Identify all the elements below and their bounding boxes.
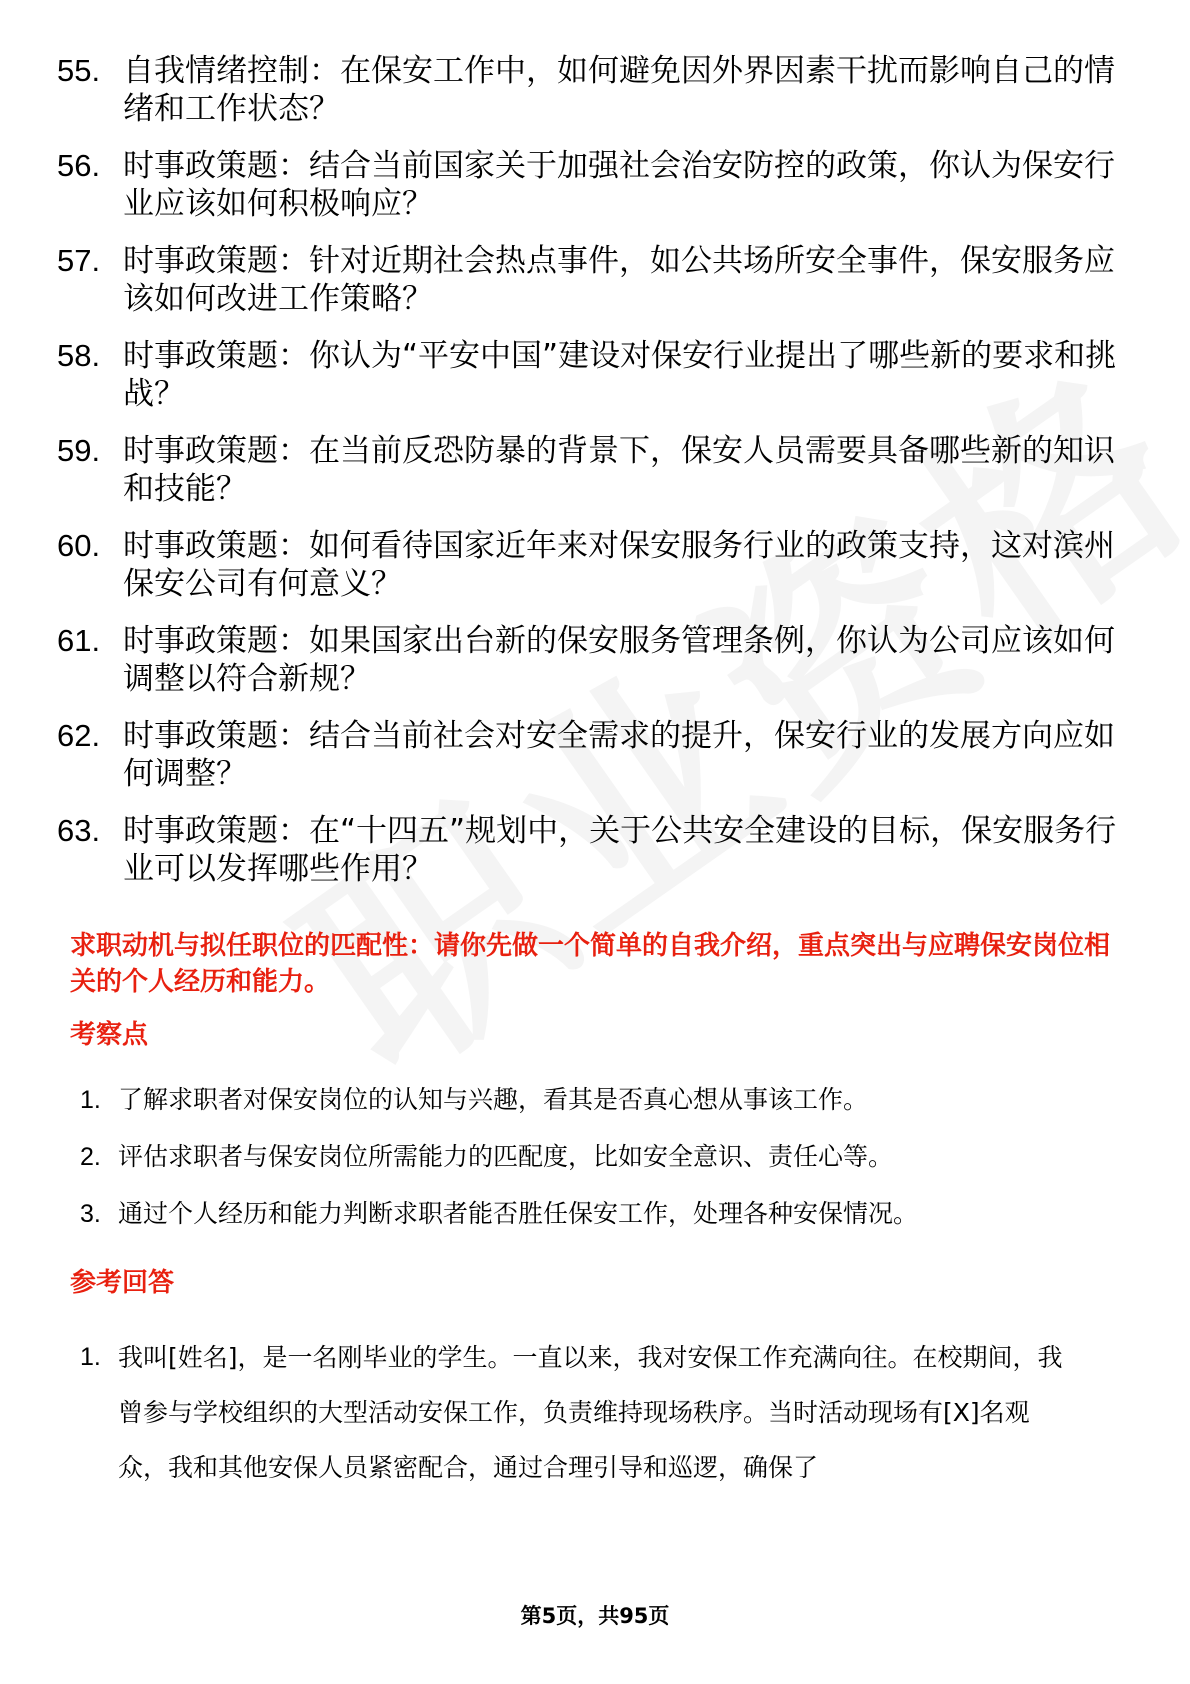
question-number: 57. (57, 243, 101, 278)
question-item (57, 622, 1137, 698)
point-number: 2. (80, 1143, 101, 1171)
answer-title: 参考回答 (70, 1268, 175, 1298)
answer-number: 1. (80, 1343, 101, 1371)
point-text: 评估求职者与保安岗位所需能力的匹配度，比如安全意识、责任心等。 (118, 1142, 894, 1171)
question-list (57, 52, 1137, 907)
point-number: 1. (80, 1086, 101, 1114)
question-number: 58. (57, 338, 101, 373)
question-number: 55. (57, 53, 101, 88)
answer-text: 我叫[姓名]，是一名刚毕业的学生。一直以来，我对安保工作充满向往。在校期间，我曾参与学校组织的大型活动安保工作，负责维持现场秩序。当时活动现场有[X]名观众，我和其他安保人员紧密配合，通过合理引导和巡逻，确保了 (118, 1343, 1063, 1482)
point-item (80, 1139, 1130, 1175)
answer-list (80, 1330, 1130, 1495)
question-text: 时事政策题：在“十四五”规划中，关于公共安全建设的目标，保安服务行业可以发挥哪些作用？ (123, 813, 1117, 887)
point-text: 了解求职者对保安岗位的认知与兴趣，看其是否真心想从事该工作。 (118, 1085, 869, 1114)
question-item (57, 432, 1137, 508)
question-text: 时事政策题：如何看待国家近年来对保安服务行业的政策支持，这对滨州保安公司有何意义？ (123, 528, 1115, 602)
question-number: 62. (57, 718, 101, 753)
question-text: 时事政策题：针对近期社会热点事件，如公共场所安全事件，保安服务应该如何改进工作策略？ (123, 243, 1115, 317)
question-number: 63. (57, 813, 101, 848)
question-text: 时事政策题：结合当前国家关于加强社会治安防控的政策，你认为保安行业应该如何积极响应？ (123, 148, 1115, 222)
points-title: 考察点 (70, 1020, 149, 1050)
question-number: 56. (57, 148, 101, 183)
question-item (57, 337, 1137, 413)
question-text: 时事政策题：在当前反恐防暴的背景下，保安人员需要具备哪些新的知识和技能？ (123, 433, 1115, 507)
points-list (80, 1082, 1130, 1253)
point-number: 3. (80, 1200, 101, 1228)
point-text: 通过个人经历和能力判断求职者能否胜任保安工作，处理各种安保情况。 (118, 1199, 919, 1228)
question-number: 61. (57, 623, 101, 658)
question-item (57, 527, 1137, 603)
question-text: 时事政策题：结合当前社会对安全需求的提升，保安行业的发展方向应如何调整？ (123, 718, 1115, 792)
page-footer: 第5页，共95页 (520, 1604, 670, 1628)
point-item (80, 1082, 1130, 1118)
question-text: 时事政策题：你认为“平安中国”建设对保安行业提出了哪些新的要求和挑战？ (123, 338, 1117, 412)
point-item (80, 1196, 1130, 1232)
question-text: 时事政策题：如果国家出台新的保安服务管理条例，你认为公司应该如何调整以符合新规？ (123, 623, 1115, 697)
question-text: 自我情绪控制：在保安工作中，如何避免因外界因素干扰而影响自己的情绪和工作状态？ (123, 53, 1115, 127)
question-item (57, 812, 1137, 888)
question-item (57, 52, 1137, 128)
question-number: 59. (57, 433, 101, 468)
question-item (57, 242, 1137, 318)
answer-item (80, 1330, 1130, 1495)
section-heading: 求职动机与拟任职位的匹配性：请你先做一个简单的自我介绍，重点突出与应聘保安岗位相关的个人经历和能力。 (70, 931, 1111, 997)
question-item (57, 147, 1137, 223)
question-item (57, 717, 1137, 793)
question-number: 60. (57, 528, 101, 563)
